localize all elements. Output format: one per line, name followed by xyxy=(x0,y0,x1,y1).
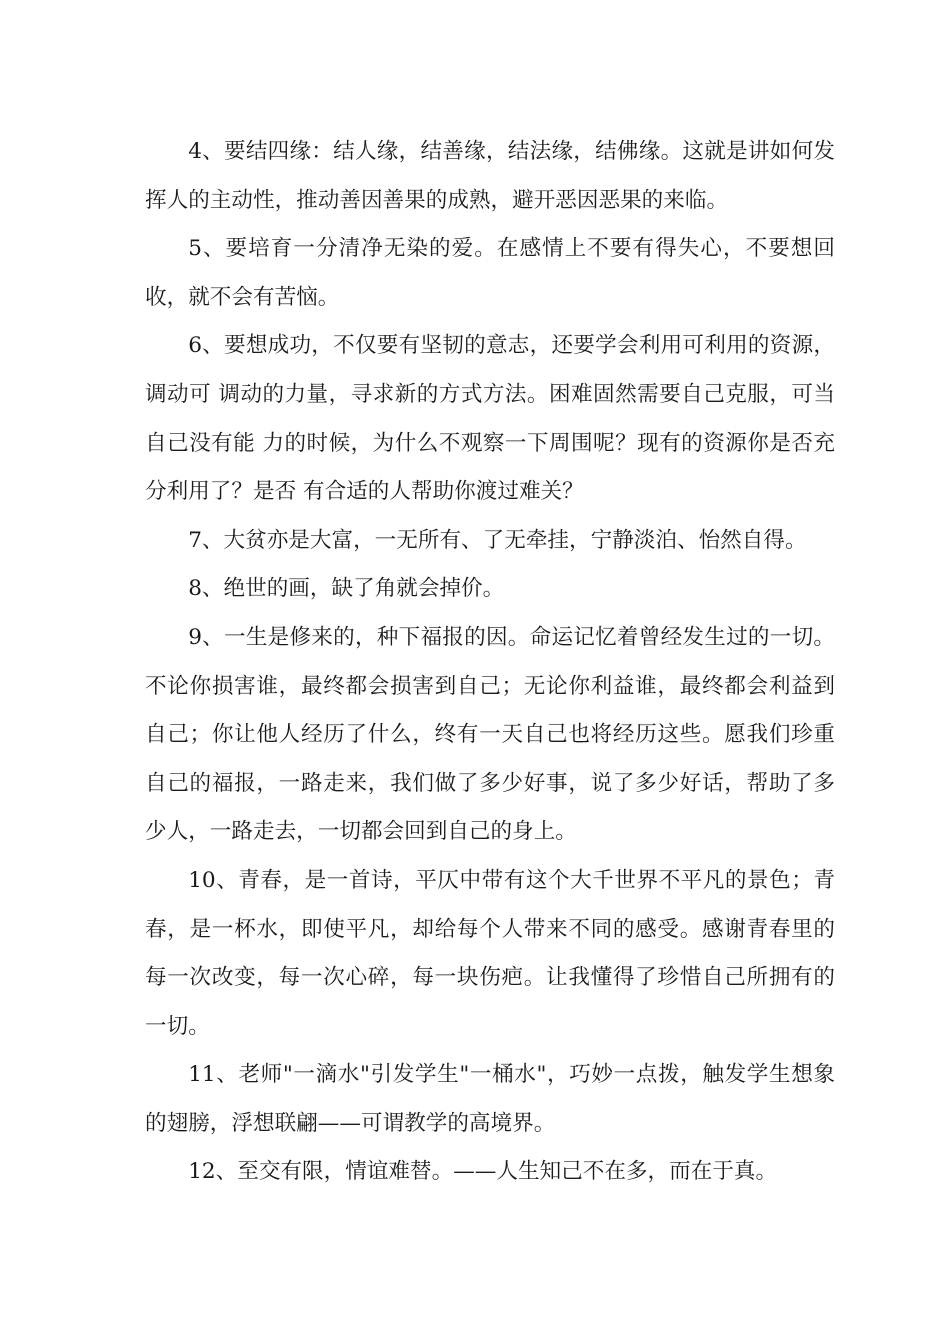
paragraph-10: 10、青春，是一首诗，平仄中带有这个大千世界不平凡的景色；青春，是一杯水，即使平凡，却给每个人带来不同的感受。感谢青春里的每一次改变，每一次心碎，每一块伤疤。让我懂得了珍惜自己所拥有的一切。 xyxy=(145,867,835,1039)
paragraph-8: 8、绝世的画，缺了角就会掉价。 xyxy=(188,576,505,602)
paragraph-6: 6、要想成功，不仅要有坚韧的意志，还要学会利用可利用的资源，调动可 调动的力量，寻求新的方式方法。困难固然需要自己克服，可当自己没有能 力的时候，为什么不观察一下周围呢？现有的资源你是否充分利用了？是否 有合适的人帮助你渡过难关？ xyxy=(145,333,835,505)
document-page xyxy=(145,128,835,1197)
paragraph-7: 7、大贫亦是大富，一无所有、了无牵挂，宁静淡泊、怡然自得。 xyxy=(188,527,807,553)
paragraph-11: 11、老师"一滴水"引发学生"一桶水"，巧妙一点拨，触发学生想象的翅膀，浮想联翩——可谓教学的高境界。 xyxy=(145,1062,835,1136)
paragraph-9: 9、一生是修来的，种下福报的因。命运记忆着曾经发生过的一切。不论你损害谁，最终都会损害到自己；无论你利益谁，最终都会利益到自己；你让他人经历了什么，终有一天自己也将经历这些。愿我们珍重自己的福报，一路走来，我们做了多少好事，说了多少好话，帮助了多少人，一路走去，一切都会回到自己的身上。 xyxy=(145,624,835,845)
paragraph-12: 12、至交有限，情谊难替。——人生知己不在多，而在于真。 xyxy=(188,1159,778,1185)
paragraph-5: 5、要培育一分清净无染的爱。在感情上不要有得失心，不要想回收，就不会有苦恼。 xyxy=(145,236,835,310)
paragraph-4: 4、要结四缘：结人缘，结善缘，结法缘，结佛缘。这就是讲如何发挥人的主动性，推动善因善果的成熟，避开恶因恶果的来临。 xyxy=(145,139,835,213)
